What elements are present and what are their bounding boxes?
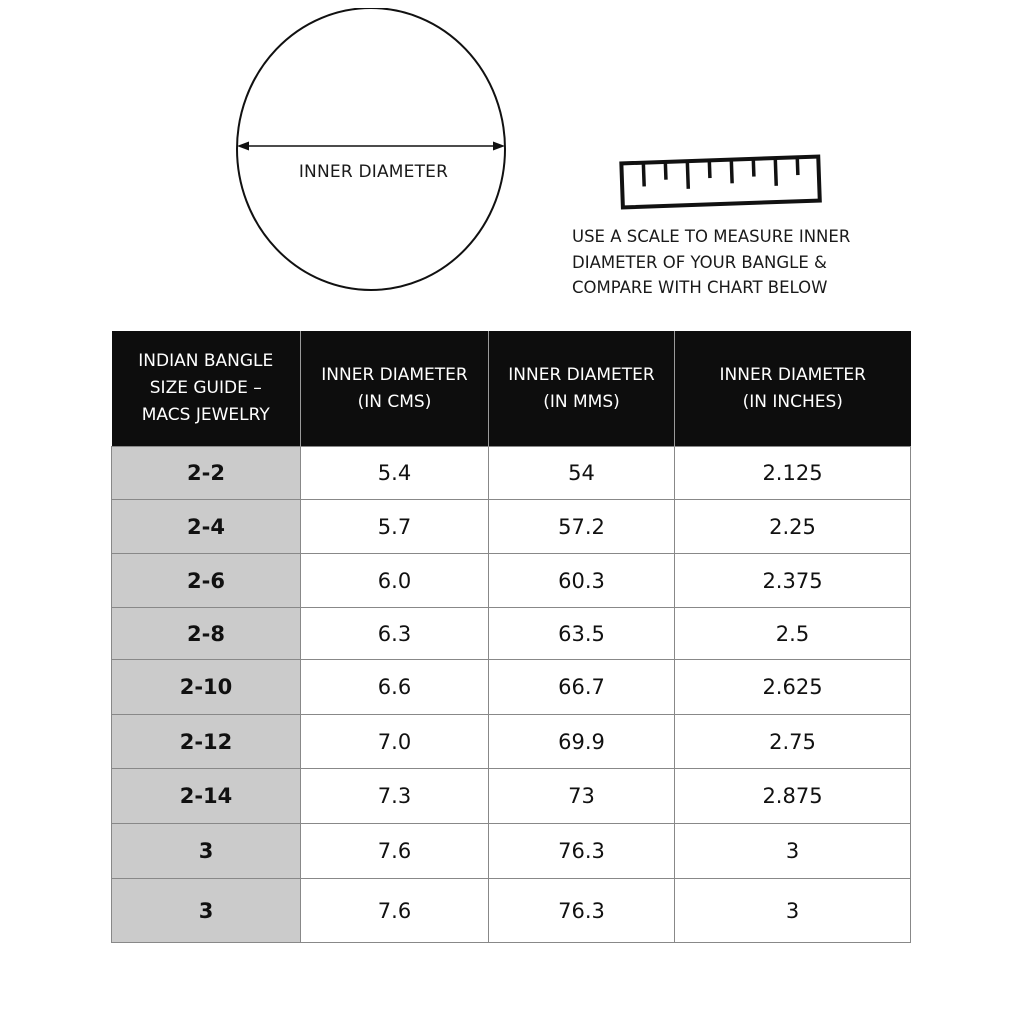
mms-cell: 63.5	[489, 608, 675, 660]
mms-cell: 69.9	[489, 715, 675, 769]
cms-cell: 7.3	[301, 769, 489, 824]
size-cell: 2-6	[112, 554, 301, 608]
inches-cell: 2.375	[675, 554, 911, 608]
size-cell: 3	[112, 879, 301, 943]
header-line: INDIAN BANGLE	[138, 351, 274, 371]
arrowhead-right-icon	[493, 142, 505, 151]
table-row	[112, 769, 911, 824]
header-line: (IN CMS)	[357, 391, 432, 412]
table-header-row	[112, 331, 911, 447]
inches-cell: 2.25	[675, 500, 911, 554]
table-row	[112, 608, 911, 660]
instruction-line: COMPARE WITH CHART BELOW	[572, 278, 828, 297]
cms-cell: 6.6	[301, 660, 489, 715]
mms-cell: 57.2	[489, 500, 675, 554]
size-cell: 2-10	[112, 660, 301, 715]
inches-cell: 2.875	[675, 769, 911, 824]
header-line: INNER DIAMETER	[508, 364, 655, 385]
inches-cell: 2.125	[675, 447, 911, 500]
size-cell: 2-14	[112, 769, 301, 824]
size-cell: 2-2	[112, 447, 301, 500]
ruler-icon	[618, 148, 828, 214]
table-row	[112, 447, 911, 500]
bangle-circle-diagram	[230, 8, 514, 298]
header-line: (IN MMS)	[543, 391, 620, 412]
header-diameter-cms	[301, 331, 489, 447]
mms-cell: 76.3	[489, 824, 675, 879]
mms-cell: 60.3	[489, 554, 675, 608]
table-row	[112, 500, 911, 554]
mms-cell: 54	[489, 447, 675, 500]
bangle-size-table	[111, 331, 911, 943]
cms-cell: 6.3	[301, 608, 489, 660]
header-line: (IN INCHES)	[742, 391, 843, 412]
arrowhead-left-icon	[237, 142, 249, 151]
instruction-line: DIAMETER OF YOUR BANGLE &	[572, 252, 827, 272]
mms-cell: 76.3	[489, 879, 675, 943]
inches-cell: 2.5	[675, 608, 911, 660]
cms-cell: 7.6	[301, 879, 489, 943]
header-diameter-mms	[489, 331, 675, 447]
header-line: MACS JEWELRY	[141, 405, 270, 425]
header-line: INNER DIAMETER	[719, 364, 866, 385]
inches-cell: 2.75	[675, 715, 911, 769]
instruction-line: USE A SCALE TO MEASURE INNER	[572, 227, 851, 246]
cms-cell: 5.4	[301, 447, 489, 500]
size-cell: 2-8	[112, 608, 301, 660]
cms-cell: 6.0	[301, 554, 489, 608]
header-size-guide	[112, 331, 301, 447]
table-row	[112, 660, 911, 715]
table-row	[112, 715, 911, 769]
mms-cell: 73	[489, 769, 675, 824]
bangle-outline	[237, 8, 505, 290]
inches-cell: 3	[675, 879, 911, 943]
cms-cell: 7.6	[301, 824, 489, 879]
inches-cell: 3	[675, 824, 911, 879]
size-cell: 2-12	[112, 715, 301, 769]
header-line: INNER DIAMETER	[321, 364, 468, 385]
measure-instruction	[572, 224, 892, 301]
table-row	[112, 824, 911, 879]
cms-cell: 5.7	[301, 500, 489, 554]
cms-cell: 7.0	[301, 715, 489, 769]
size-cell: 3	[112, 824, 301, 879]
inches-cell: 2.625	[675, 660, 911, 715]
table-row	[112, 554, 911, 608]
mms-cell: 66.7	[489, 660, 675, 715]
table-row	[112, 879, 911, 943]
header-diameter-inches	[675, 331, 911, 447]
inner-diameter-label: INNER DIAMETER	[298, 162, 449, 182]
header-line: SIZE GUIDE –	[149, 378, 262, 398]
size-cell: 2-4	[112, 500, 301, 554]
